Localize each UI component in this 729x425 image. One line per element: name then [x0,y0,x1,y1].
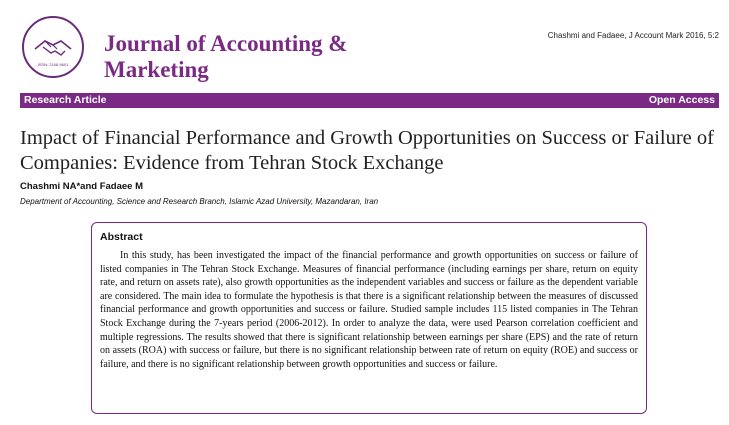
article-type-label: Research Article [24,94,107,106]
journal-title [104,31,347,83]
abstract-heading: Abstract [100,231,143,243]
affiliation: Department of Accounting, Science and Research Branch, Islamic Azad University, Mazandaran, Iran [20,197,379,206]
logo-issn: ISSN: 2168-9601 [37,62,69,67]
abstract-text: In this study, has been investigated the impact of the financial performance and growth opportunities on success or failure of listed companies in The Tehran Stock Exchange. Measures of financial performance (including earnings per share, return on equity rate, and return on assets rate), also growth opportunities as the independent variables and success or failure as the dependent variable are considered. The main idea to formulate the hypothesis is that there is a significant relationship between the measures of discussed financial performance and growth opportunities and success or failure. Studied sample includes 115 listed companies in The Tehran Stock Exchange during the 7-years period (2006-2012). In order to analyze the data, were used Pearson correlation coefficient and multiple regressions. The results showed that there is significant relationship between earnings per share (EPS) and the rate of return on assets (ROA) with success or failure, but there is no significant relationship between rate of return on equity (ROE) and success or failure, and there is no significant relationship between growth opportunities and success or failure. [100,250,638,370]
journal-logo [22,16,84,78]
journal-title-line2: Marketing [104,57,209,82]
citation: Chashmi and Fadaee, J Account Mark 2016, 5:2 [547,31,719,40]
authors: Chashmi NA*and Fadaee M [20,181,143,192]
paper-title: Impact of Financial Performance and Growth Opportunities on Success or Failure of Companies: Evidence from Tehran Stock Exchange [20,127,714,174]
abstract-box [91,222,647,414]
article-type-bar [20,93,719,108]
journal-title-line1: Journal of Accounting & [104,31,348,56]
open-access-label: Open Access [648,94,715,106]
